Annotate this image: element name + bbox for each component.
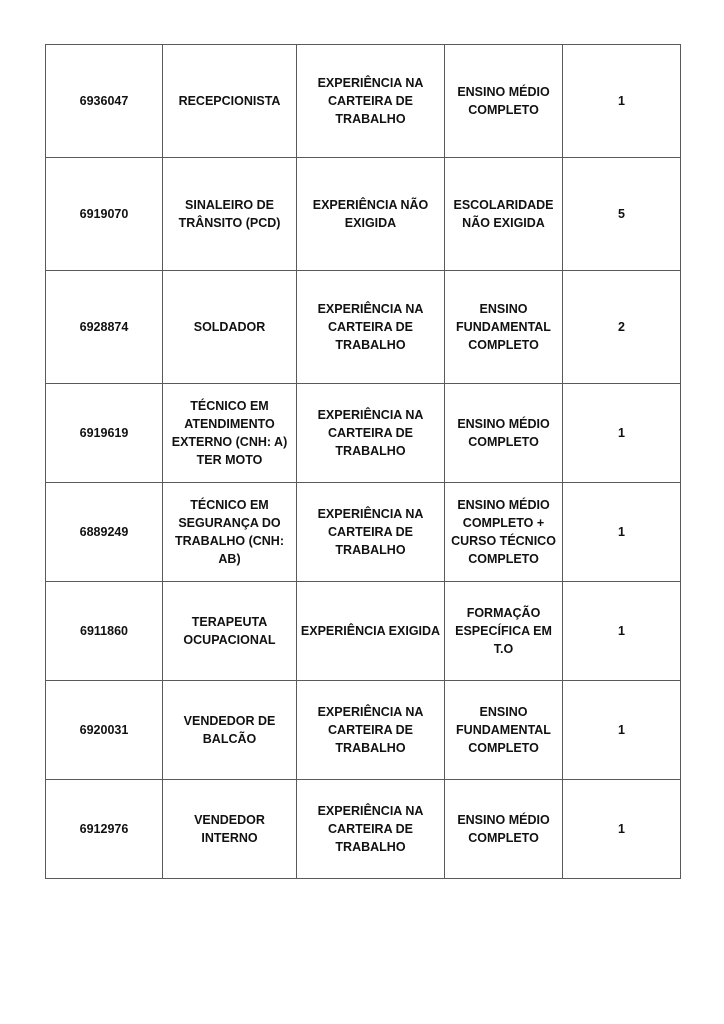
- vacancy-count: 1: [563, 45, 681, 158]
- vacancy-count: 1: [563, 384, 681, 483]
- education-requirement: ENSINO FUNDAMENTAL COMPLETO: [445, 681, 563, 780]
- vacancy-code: 6889249: [46, 483, 163, 582]
- vacancy-count: 2: [563, 271, 681, 384]
- vacancy-code: 6928874: [46, 271, 163, 384]
- table-row: [46, 483, 681, 582]
- table-row: [46, 780, 681, 879]
- vacancy-count: 1: [563, 780, 681, 879]
- table-row: [46, 681, 681, 780]
- education-requirement: ENSINO MÉDIO COMPLETO: [445, 384, 563, 483]
- experience-requirement: EXPERIÊNCIA NA CARTEIRA DE TRABALHO: [297, 681, 445, 780]
- job-title: SINALEIRO DE TRÂNSITO (PCD): [163, 158, 297, 271]
- education-requirement: FORMAÇÃO ESPECÍFICA EM T.O: [445, 582, 563, 681]
- table-row: [46, 271, 681, 384]
- experience-requirement: EXPERIÊNCIA NA CARTEIRA DE TRABALHO: [297, 45, 445, 158]
- vacancy-code: 6919070: [46, 158, 163, 271]
- education-requirement: ESCOLARIDADE NÃO EXIGIDA: [445, 158, 563, 271]
- education-requirement: ENSINO MÉDIO COMPLETO: [445, 45, 563, 158]
- vacancy-count: 1: [563, 582, 681, 681]
- education-requirement: ENSINO FUNDAMENTAL COMPLETO: [445, 271, 563, 384]
- experience-requirement: EXPERIÊNCIA EXIGIDA: [297, 582, 445, 681]
- job-title: RECEPCIONISTA: [163, 45, 297, 158]
- experience-requirement: EXPERIÊNCIA NÃO EXIGIDA: [297, 158, 445, 271]
- vacancy-code: 6919619: [46, 384, 163, 483]
- experience-requirement: EXPERIÊNCIA NA CARTEIRA DE TRABALHO: [297, 780, 445, 879]
- job-title: TERAPEUTA OCUPACIONAL: [163, 582, 297, 681]
- table-row: [46, 158, 681, 271]
- vacancy-code: 6912976: [46, 780, 163, 879]
- experience-requirement: EXPERIÊNCIA NA CARTEIRA DE TRABALHO: [297, 384, 445, 483]
- job-vacancies-table: [45, 44, 681, 879]
- table-row: [46, 582, 681, 681]
- vacancy-count: 1: [563, 681, 681, 780]
- table-row: [46, 45, 681, 158]
- vacancy-count: 1: [563, 483, 681, 582]
- vacancy-code: 6911860: [46, 582, 163, 681]
- experience-requirement: EXPERIÊNCIA NA CARTEIRA DE TRABALHO: [297, 271, 445, 384]
- education-requirement: ENSINO MÉDIO COMPLETO + CURSO TÉCNICO COMPLETO: [445, 483, 563, 582]
- job-title: TÉCNICO EM ATENDIMENTO EXTERNO (CNH: A) TER MOTO: [163, 384, 297, 483]
- vacancy-code: 6936047: [46, 45, 163, 158]
- vacancy-code: 6920031: [46, 681, 163, 780]
- experience-requirement: EXPERIÊNCIA NA CARTEIRA DE TRABALHO: [297, 483, 445, 582]
- table-row: [46, 384, 681, 483]
- vacancy-count: 5: [563, 158, 681, 271]
- job-title: SOLDADOR: [163, 271, 297, 384]
- job-title: VENDEDOR INTERNO: [163, 780, 297, 879]
- education-requirement: ENSINO MÉDIO COMPLETO: [445, 780, 563, 879]
- job-title: TÉCNICO EM SEGURANÇA DO TRABALHO (CNH: AB): [163, 483, 297, 582]
- job-title: VENDEDOR DE BALCÃO: [163, 681, 297, 780]
